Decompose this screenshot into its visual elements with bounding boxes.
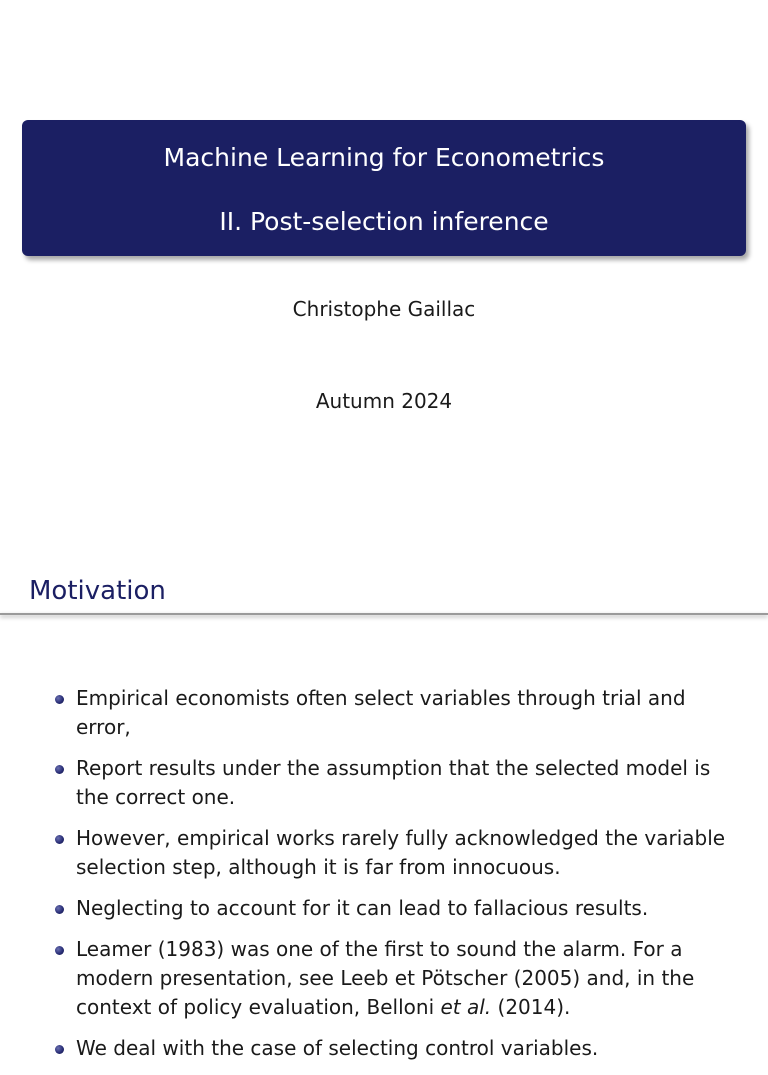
bullet-icon: [55, 946, 64, 955]
bullet-item: [0, 1034, 768, 1063]
bullet-text: We deal with the case of selecting control variables.: [76, 1036, 599, 1060]
presentation-subtitle: II. Post-selection inference: [219, 207, 549, 236]
bullet-icon: [55, 765, 64, 774]
author-name: Christophe Gaillac: [292, 297, 476, 321]
bullet-text: Empirical economists often select variables through trial and error,: [76, 686, 686, 739]
bullet-text: [76, 937, 694, 1019]
bullet-item: [0, 894, 768, 923]
bullet-item: [0, 935, 768, 1022]
bullet-text: Report results under the assumption that the selected model is the correct one.: [76, 756, 711, 809]
bullet-text-emphasis: et al.: [440, 995, 492, 1019]
frame-title-divider: [0, 613, 768, 615]
bullet-icon: [55, 695, 64, 704]
bullet-text-part: (2014).: [491, 995, 571, 1019]
bullet-icon: [55, 835, 64, 844]
bullet-icon: [55, 905, 64, 914]
presentation-date: Autumn 2024: [315, 389, 453, 413]
bullet-text-part: Leamer (1983) was one of the first to sound the alarm. For a modern presentation, see Leeb et Pötscher (2005) and, in the context of policy evaluation, Belloni: [76, 937, 695, 1019]
bullet-text: However, empirical works rarely fully acknowledged the variable selection step, although it is far from innocuous.: [76, 826, 726, 879]
title-box: [22, 120, 746, 256]
bullet-list: [0, 684, 768, 1075]
bullet-item: [0, 824, 768, 882]
presentation-title: Machine Learning for Econometrics: [163, 143, 605, 172]
bullet-item: [0, 684, 768, 742]
bullet-text: Neglecting to account for it can lead to fallacious results.: [76, 896, 649, 920]
frame-title: Motivation: [29, 576, 166, 606]
bullet-item: [0, 754, 768, 812]
bullet-icon: [55, 1045, 64, 1054]
